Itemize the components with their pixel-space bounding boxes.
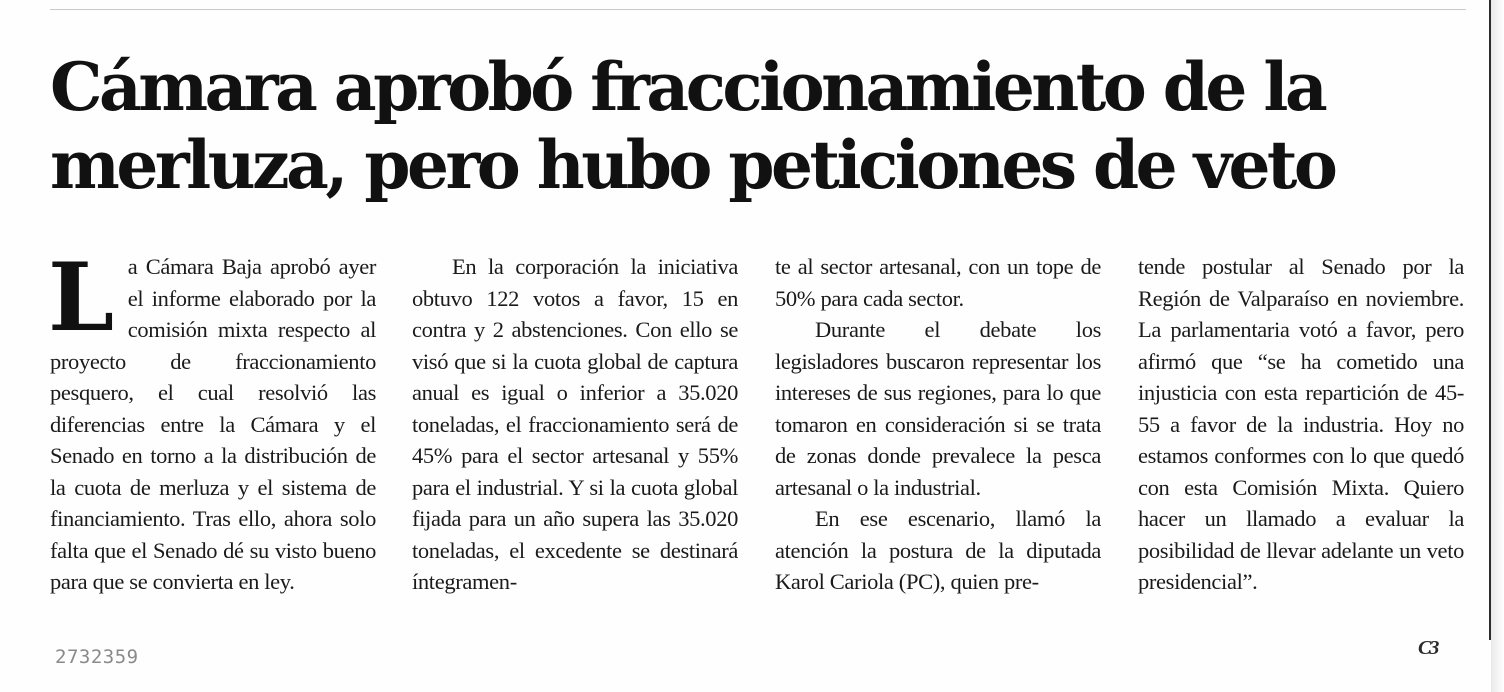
page-edge-shadow — [1491, 0, 1504, 692]
article-end-mark: C3 — [1418, 637, 1438, 659]
column-2-paragraph: En la corporación la iniciativa obtuvo 122 votos a favor, 15 en contra y 2 abstenciones. Con ello se visó que si la cuota global de captura anual es igual o inferior a 35.020 toneladas, el fraccionamiento será de 45% para el sector artesanal y 55% para el industrial. Y si la cuota global fijada para un año supera las 35.020 toneladas, el excedente se destinará íntegramen- — [412, 254, 738, 594]
article-column-2 — [412, 251, 738, 598]
column-3-paragraph-3: En ese escenario, llamó la atención la postura de la diputada Karol Cariola (PC), quien pre- — [775, 506, 1101, 594]
headline-line-2: merluza, pero hubo peticiones de veto — [50, 126, 1335, 204]
column-1-paragraph — [48, 243, 376, 598]
clipping-id-stamp: 2732359 — [55, 646, 139, 668]
drop-cap: L — [48, 243, 114, 353]
article-column-3 — [775, 251, 1101, 598]
article-headline — [50, 48, 1470, 204]
article-column-4 — [1138, 251, 1464, 598]
column-3-paragraph-2: Durante el debate los legisladores buscaron representar los intereses de sus regiones, para lo que tomaron en consideración si se trata de zonas donde prevalece la pesca artesanal o la industrial. — [775, 317, 1101, 500]
headline-line-1: Cámara aprobó fraccionamiento de la — [50, 48, 1325, 126]
article-column-1 — [48, 243, 376, 598]
column-4-paragraph: tende postular al Senado por la Región de Valparaíso en noviembre. La parlamentaria votó a favor, pero afirmó que “se ha cometido una injusticia con esta repartición de 45-55 a favor de la industria. Hoy no estamos conformes con lo que quedó con esta Comisión Mixta. Quiero hacer un llamado a evaluar la posibilidad de llevar adelante un veto presidencial”. — [1138, 254, 1464, 594]
column-3-paragraph-1: te al sector artesanal, con un tope de 50% para cada sector. — [775, 254, 1101, 311]
column-1-text: a Cámara Baja aprobó ayer el informe elaborado por la comisión mixta respecto al proyecto de fraccionamiento pesquero, el cual resolvió las diferencias entre la Cámara y el Senado en torno a la distribución de la cuota de merluza y el sistema de financiamiento. Tras ello, ahora solo falta que el Senado dé su visto bueno para que se convierta en ley. — [50, 254, 376, 594]
top-rule — [50, 9, 1466, 10]
